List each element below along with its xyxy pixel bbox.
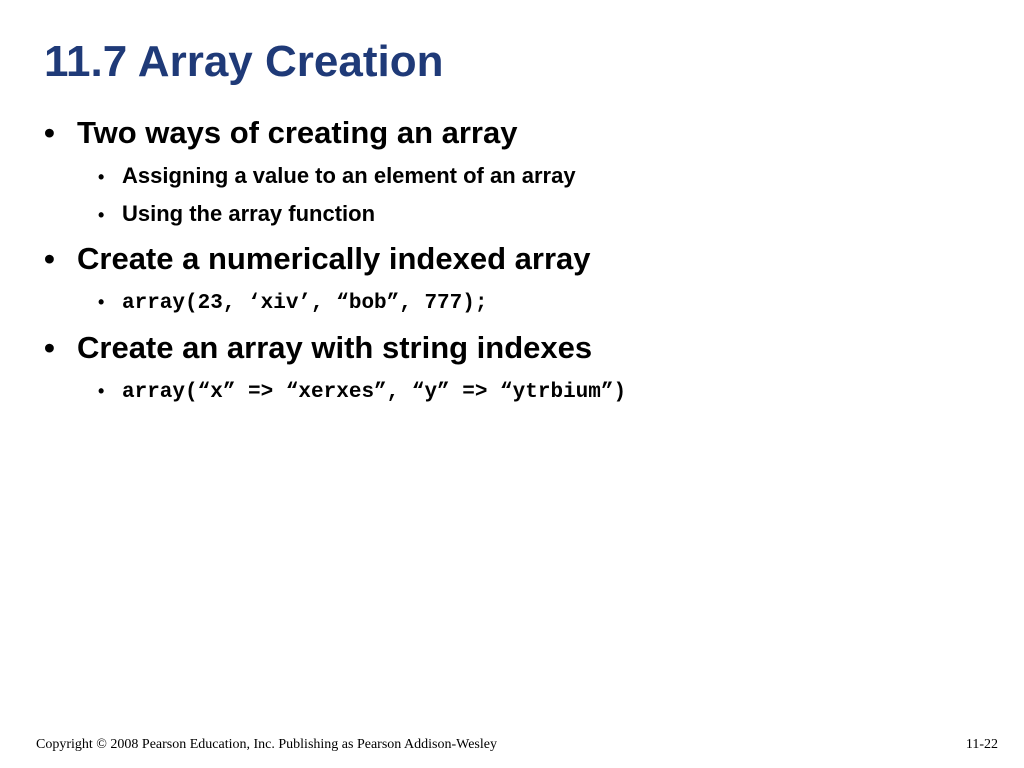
bullet-item-2 xyxy=(44,238,984,280)
bullet-icon: • xyxy=(44,330,55,365)
bullet-item-3 xyxy=(44,327,984,369)
bullet-item-3-text: Create an array with string indexes xyxy=(77,330,593,365)
code-example-numeric-array: array(23, ‘xiv’, “bob”, 777); xyxy=(122,292,488,315)
sub-bullet-item-3-1 xyxy=(98,376,984,408)
bullet-icon: • xyxy=(44,115,55,150)
sub-bullet-item-2-1 xyxy=(98,287,984,319)
sub-bullet-item-1-2-text: Using the array function xyxy=(122,201,376,226)
bullet-icon: • xyxy=(44,241,55,276)
bullet-item-1-text: Two ways of creating an array xyxy=(77,115,518,150)
slide-body xyxy=(44,112,984,408)
sub-bullet-item-1-1 xyxy=(98,161,984,192)
sub-bullet-icon: • xyxy=(98,292,105,312)
footer-copyright: Copyright © 2008 Pearson Education, Inc. Publishing as Pearson Addison-Wesley xyxy=(36,737,497,752)
slide-number: 11-22 xyxy=(965,737,998,752)
sub-bullet-icon: • xyxy=(98,381,105,401)
slide-title: 11.7 Array Creation xyxy=(44,37,444,86)
bullet-item-2-text: Create a numerically indexed array xyxy=(77,241,591,276)
code-example-string-index-array: array(“x” => “xerxes”, “y” => “ytrbium”) xyxy=(122,381,627,404)
bullet-item-1 xyxy=(44,112,984,154)
sub-bullet-icon: • xyxy=(98,205,105,225)
sub-bullet-icon: • xyxy=(98,167,105,187)
sub-bullet-item-1-1-text: Assigning a value to an element of an array xyxy=(122,163,576,188)
sub-bullet-item-1-2 xyxy=(98,199,984,230)
